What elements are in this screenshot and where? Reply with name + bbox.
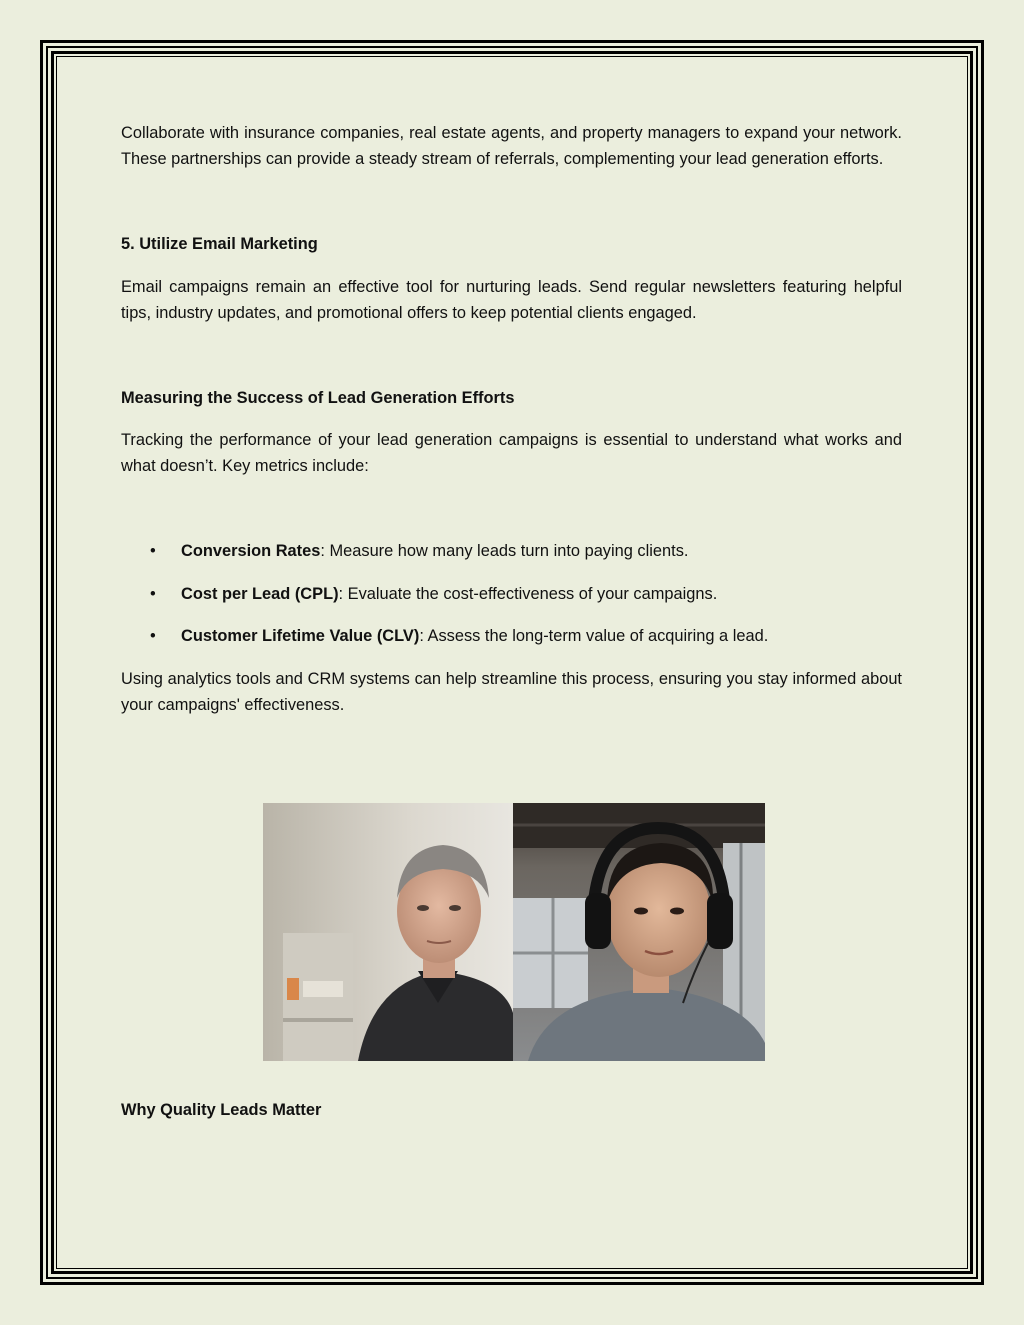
sticker: [287, 978, 299, 1000]
metric-term: Conversion Rates: [181, 542, 321, 560]
paragraph-partners: Collaborate with insurance companies, real estate agents, and property managers to expand your network. These partnerships can provide a steady stream of referrals, complementing your lead generation efforts.: [121, 124, 902, 168]
label: [303, 981, 343, 997]
bullet-icon: •: [150, 542, 156, 560]
list-item: [121, 623, 902, 649]
headphone-cup-left: [585, 893, 611, 949]
left-eye: [417, 905, 429, 911]
paragraph-measuring-success: Tracking the performance of your lead generation campaigns is essential to understand what works and what doesn’t. Key metrics include:: [121, 431, 902, 475]
right-eye: [449, 905, 461, 911]
heading-email-marketing: 5. Utilize Email Marketing: [121, 235, 318, 253]
bullet-icon: •: [150, 627, 156, 645]
metric-term: Cost per Lead (CPL): [181, 584, 339, 603]
video-call-photo: [263, 803, 765, 1061]
list-item: [121, 581, 902, 607]
shelf: [283, 1018, 353, 1022]
bullet-icon: •: [150, 584, 156, 603]
heading-measuring-success: Measuring the Success of Lead Generation Efforts: [121, 388, 515, 407]
paragraph-email-marketing: Email campaigns remain an effective tool for nurturing leads. Send regular newsletters featuring helpful tips, industry updates, and promotional offers to keep potential clients engaged.: [121, 277, 902, 322]
heading-quality-leads: Why Quality Leads Matter: [121, 1100, 322, 1119]
list-item: [121, 538, 902, 564]
metric-term: Customer Lifetime Value (CLV): [181, 627, 420, 645]
metric-description: : Measure how many leads turn into paying clients.: [320, 542, 689, 560]
right-eye: [670, 908, 684, 915]
metric-description: : Evaluate the cost-effectiveness of your campaigns.: [338, 584, 718, 603]
metric-description: : Assess the long-term value of acquiring a lead.: [419, 627, 769, 645]
paragraph-analytics: Using analytics tools and CRM systems can help streamline this process, ensuring you stay informed about your campaigns' effectiveness.: [121, 669, 902, 714]
metrics-list: [121, 538, 902, 649]
headphone-cup-right: [707, 893, 733, 949]
left-eye: [634, 908, 648, 915]
